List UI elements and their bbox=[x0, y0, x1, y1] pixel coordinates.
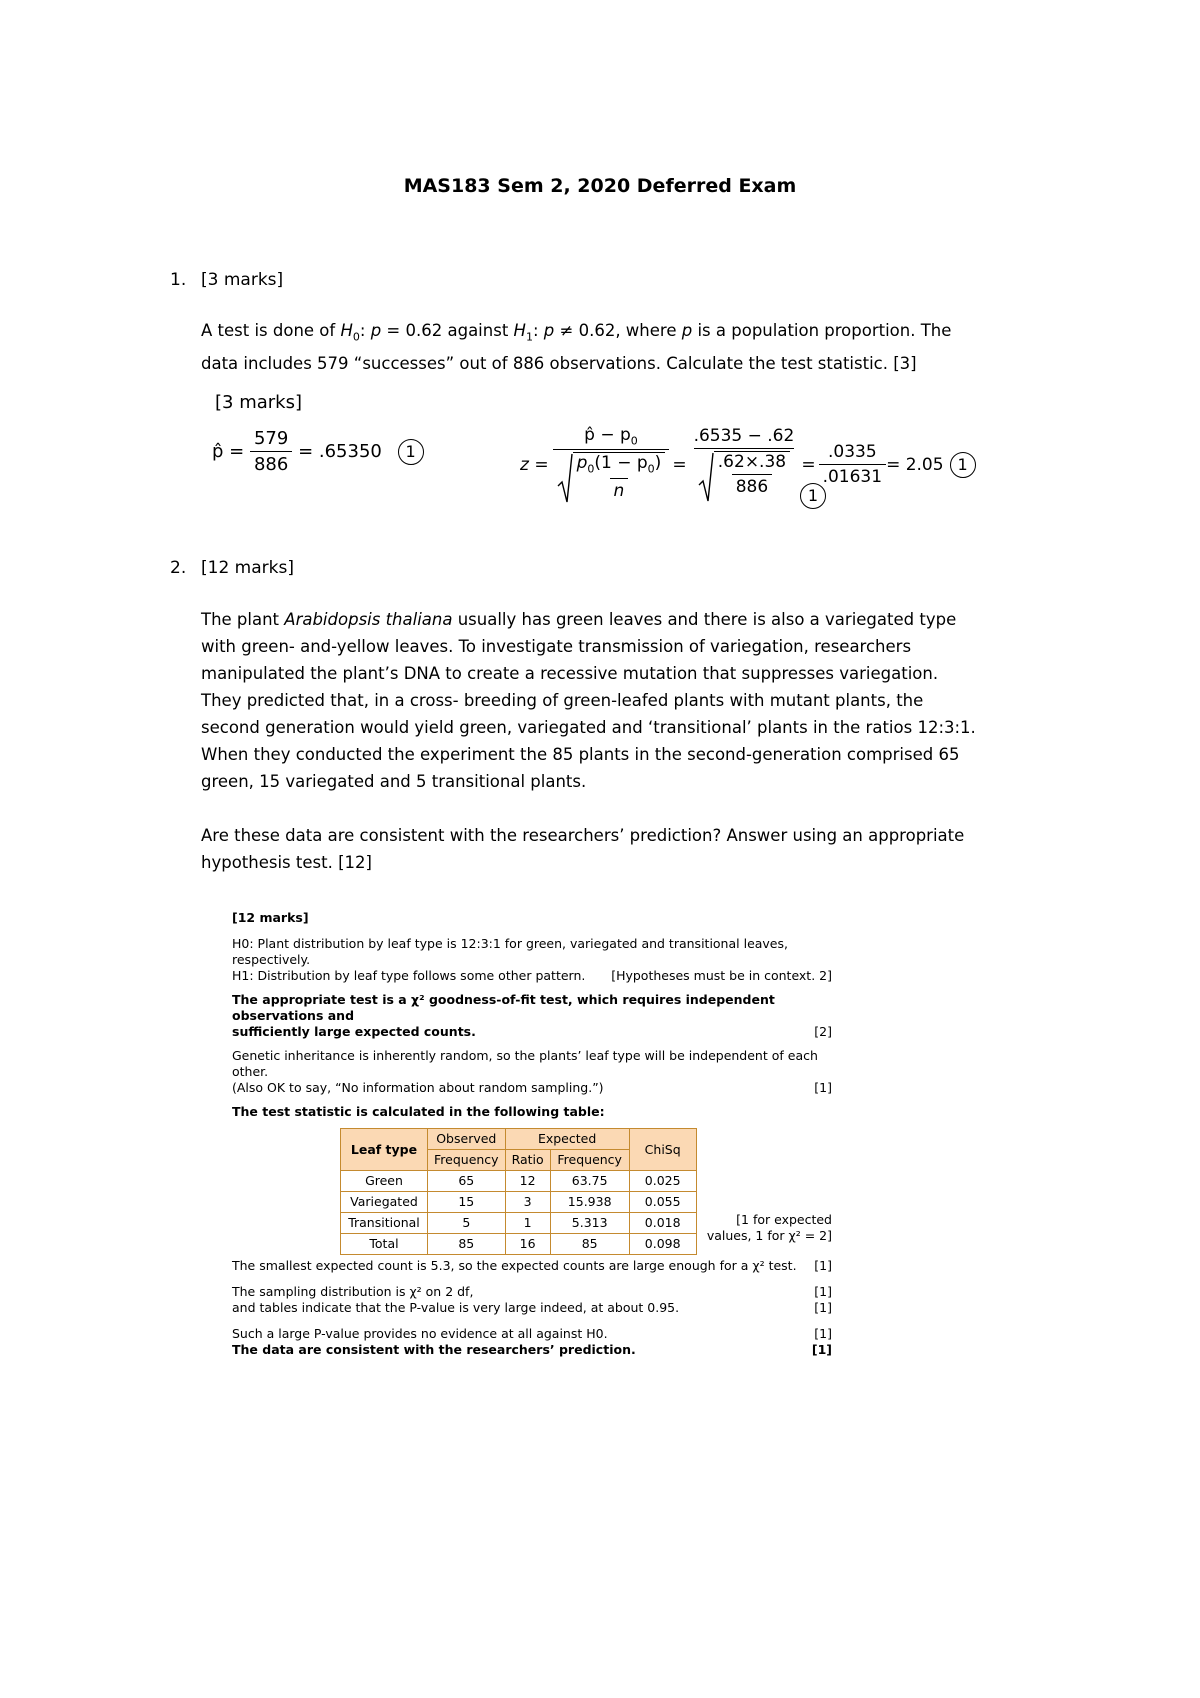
scheme-independence-1: Genetic inheritance is inherently random, so the plants’ leaf type will be independent of each other. bbox=[232, 1048, 818, 1079]
header-observed: Observed bbox=[428, 1129, 506, 1150]
scheme-test-row: sufficiently large expected counts. [2] bbox=[232, 1024, 832, 1039]
question-1-text bbox=[201, 317, 1021, 377]
scheme-table-area bbox=[232, 1128, 832, 1252]
question-2-number: 2. bbox=[170, 558, 187, 578]
scheme-marks: [12 marks] bbox=[232, 910, 309, 925]
question-2-line: green, 15 variegated and 5 transitional plants. bbox=[201, 772, 587, 791]
scheme-conclusion-row: The data are consistent with the researchers’ prediction. [1] bbox=[232, 1342, 832, 1357]
page-title: MAS183 Sem 2, 2020 Deferred Exam bbox=[403, 175, 797, 197]
scheme-evidence-row: Such a large P-value provides no evidence at all against H0. [1] bbox=[232, 1326, 832, 1341]
table-row-total: Total 85 16 85 0.098 bbox=[341, 1234, 697, 1255]
z-step1-numerator: .6535 − .62 bbox=[693, 426, 795, 447]
z-step1-fraction bbox=[690, 426, 799, 503]
scheme-pvalue-row: and tables indicate that the P-value is very large indeed, at about 0.95. [1] bbox=[232, 1300, 832, 1315]
question-2-text bbox=[201, 606, 1061, 876]
header-expected-frequency: Frequency bbox=[550, 1150, 629, 1171]
header-expected: Expected bbox=[505, 1129, 629, 1150]
table-row: Green 65 12 63.75 0.025 bbox=[341, 1171, 697, 1192]
question-2-prompt: Are these data are consistent with the researchers’ prediction? Answer using an appropriate bbox=[201, 826, 965, 845]
scheme-independence-row: (Also OK to say, “No information about random sampling.”) [1] bbox=[232, 1080, 832, 1095]
header-chisq: ChiSq bbox=[629, 1129, 696, 1171]
scheme-h-note: [Hypotheses must be in context. 2] bbox=[611, 968, 832, 983]
phat-symbol: p̂ = bbox=[212, 441, 245, 462]
scheme-table-intro: The test statistic is calculated in the following table: bbox=[232, 1104, 605, 1119]
table-row: Transitional 5 1 5.313 0.018 bbox=[341, 1213, 697, 1234]
mark-circle-icon: 1 bbox=[398, 439, 424, 465]
scheme-test-1: The appropriate test is a χ² goodness-of-fit test, which requires independent observations and bbox=[232, 992, 775, 1023]
question-2-line: second generation would yield green, variegated and ‘transitional’ plants in the ratios 12:3:1. bbox=[201, 718, 976, 737]
z-denominator: $\frac{p_0(1 - p_0)}{n}$ bbox=[553, 449, 670, 504]
z-step2-fraction: $\frac{.0335}{.01631}$ bbox=[819, 442, 886, 487]
question-2-marks: [12 marks] bbox=[201, 558, 294, 578]
marking-scheme bbox=[232, 910, 832, 1358]
scheme-smallest-row: The smallest expected count is 5.3, so the expected counts are large enough for a χ² test. [1] bbox=[232, 1258, 832, 1273]
phat-equation bbox=[212, 428, 424, 475]
scheme-h1: H1: Distribution by leaf type follows some other pattern. bbox=[232, 968, 586, 983]
z-result: = 2.05 bbox=[886, 454, 944, 475]
header-ratio: Ratio bbox=[505, 1150, 550, 1171]
mark-circle-icon: 1 bbox=[950, 452, 976, 478]
z-equation: z = $\frac{p̂ - p_0}{\frac{p_0(1 - p_0)}{n}}$ = $\frac{.6535 - .62}{\frac{.62\times.38}{886}}$ = $\frac{.0335}{.01631}$ = 2.05 1 bbox=[520, 425, 976, 504]
scheme-sampling-row: The sampling distribution is χ² on 2 df, [1] bbox=[232, 1284, 832, 1299]
question-1-number: 1. bbox=[170, 270, 187, 290]
z-step1-denominator: $\frac{.62\times.38}{886}$ bbox=[694, 448, 794, 503]
sqrt-icon bbox=[698, 451, 714, 503]
question-2-line: They predicted that, in a cross- breeding of green-leafed plants with mutant plants, the bbox=[201, 691, 924, 710]
table-marks-note: [1 for expected values, 1 for χ² = 2] bbox=[706, 1212, 832, 1243]
question-1-marks: [3 marks] bbox=[201, 270, 284, 290]
z-fraction bbox=[553, 425, 670, 504]
phat-denominator: 886 bbox=[250, 451, 292, 475]
mark-circle-icon: 1 bbox=[800, 483, 826, 509]
phat-value: = .65350 bbox=[298, 441, 382, 462]
header-frequency: Frequency bbox=[428, 1150, 506, 1171]
question-2-line: The plant Arabidopsis thaliana usually has green leaves and there is also a variegated type bbox=[201, 610, 957, 629]
header-leaf-type: Leaf type bbox=[341, 1129, 428, 1171]
solution-1-marks: [3 marks] bbox=[215, 392, 302, 413]
leaf-type-table bbox=[340, 1128, 697, 1255]
phat-fraction bbox=[250, 428, 292, 475]
question-2-prompt: hypothesis test. [12] bbox=[201, 853, 372, 872]
table-row: Variegated 15 3 15.938 0.055 bbox=[341, 1192, 697, 1213]
phat-numerator: 579 bbox=[253, 428, 289, 449]
z-numerator: p̂ − $p_0$ bbox=[584, 425, 638, 448]
question-1-line-1: A test is done of $H_0$: p = 0.62 against $H_1$: p ≠ 0.62, where p is a population proportion. The bbox=[201, 321, 952, 344]
question-2-line: When they conducted the experiment the 85 plants in the second-generation comprised 65 bbox=[201, 745, 960, 764]
question-2-line: manipulated the plant’s DNA to create a recessive mutation that suppresses variegation. bbox=[201, 664, 939, 683]
scheme-h0: H0: Plant distribution by leaf type is 12:3:1 for green, variegated and transitional leaves, respectively. bbox=[232, 936, 788, 967]
sqrt-icon bbox=[557, 452, 573, 504]
question-1-line-2: data includes 579 “successes” out of 886 observations. Calculate the test statistic. [3] bbox=[201, 354, 917, 374]
question-2-line: with green- and-yellow leaves. To investigate transmission of variegation, researchers bbox=[201, 637, 912, 656]
z-symbol: z = bbox=[520, 454, 549, 475]
scheme-h1-row bbox=[232, 968, 832, 984]
